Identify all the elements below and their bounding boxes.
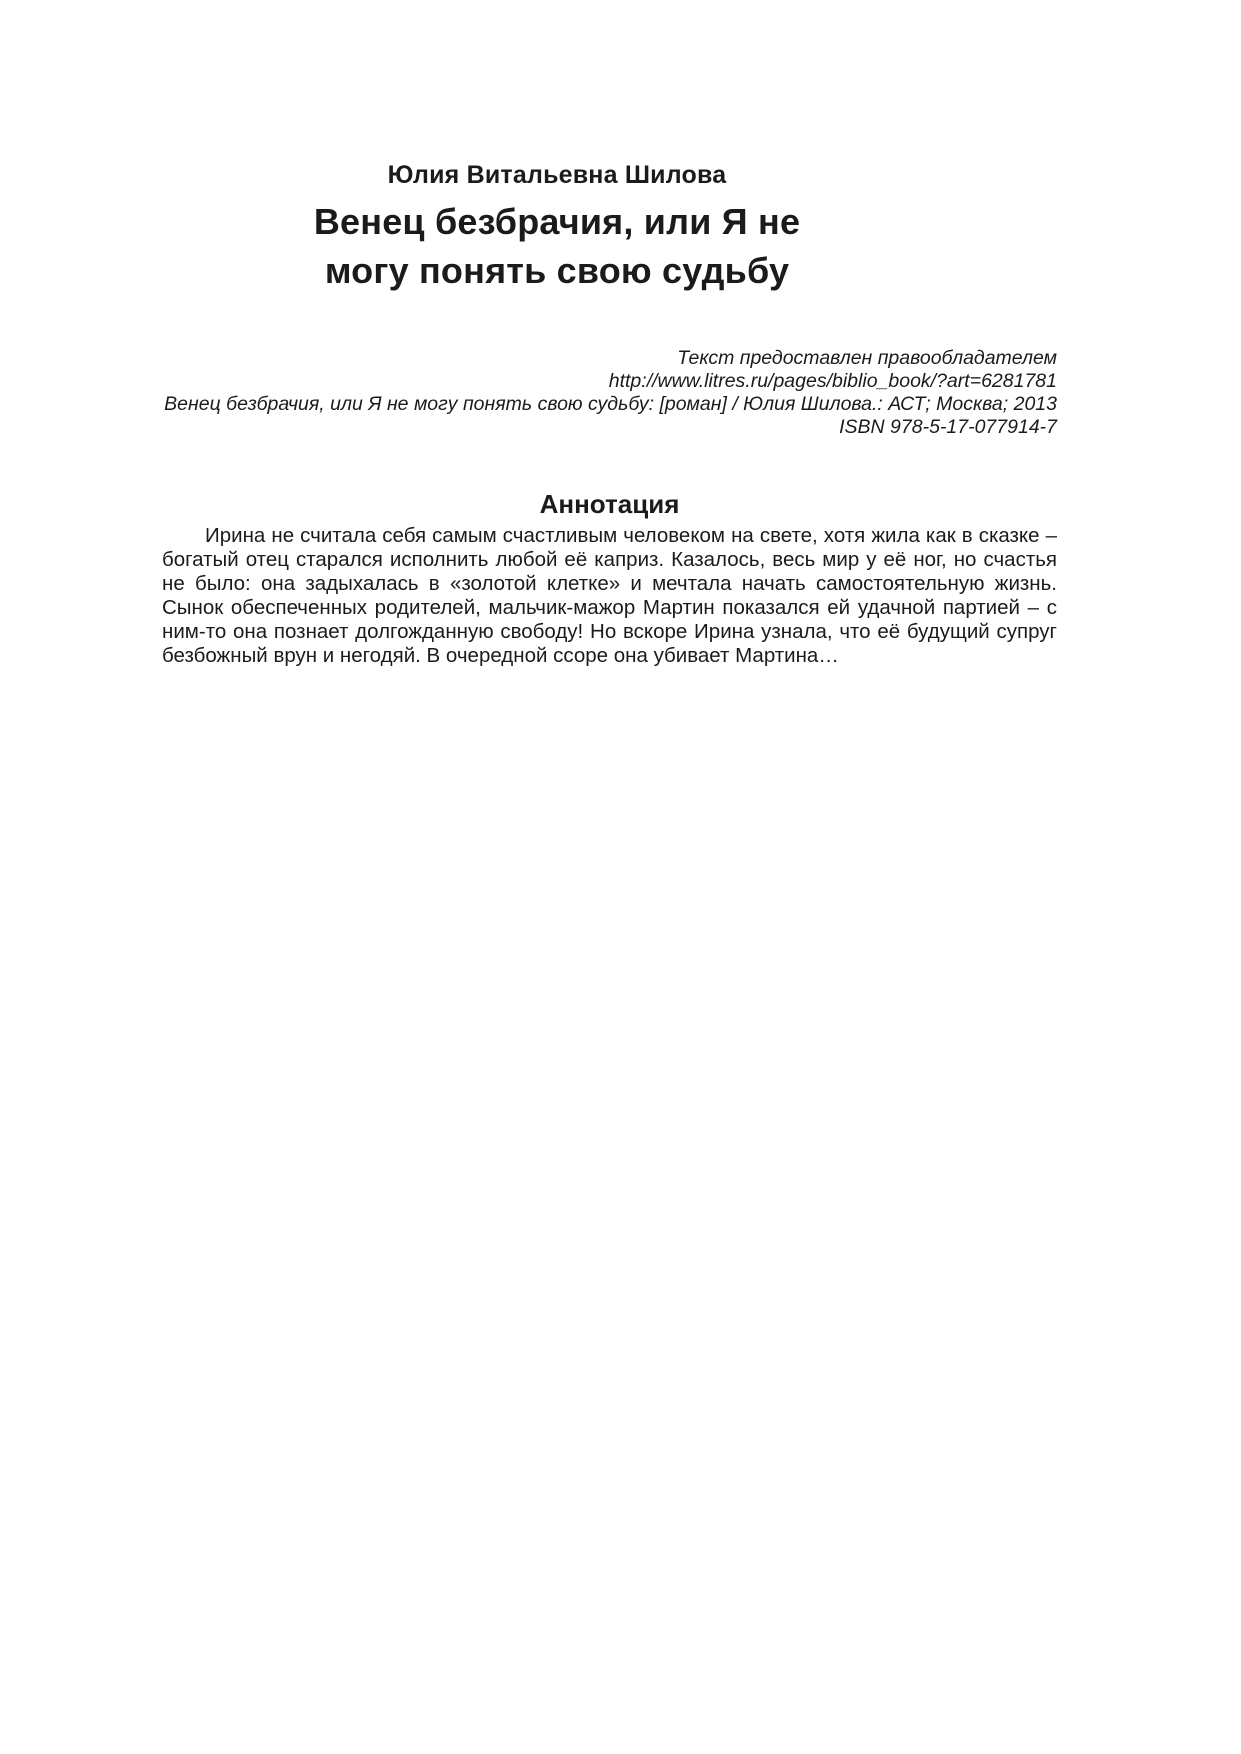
publication-info-isbn: ISBN 978-5-17-077914-7 [839, 416, 1057, 438]
book-title [162, 197, 952, 295]
book-title-line-2: могу понять свою судьбу [324, 250, 790, 291]
annotation-text: Ирина не считала себя самым счастливым человеком на свете, хотя жила как в сказке – богатый отец старался исполнить любой её каприз. Казалось, весь мир у её ног, но счастья не было: она задыхалась в «золотой клетке» и мечтала начать самостоятельную жизнь. Сынок обеспеченных родителей, мальчик-мажор Мартин показался ей удачной партией – с ним-то она познает долгожданную свободу! Но вскоре Ирина узнала, что её будущий супруг безбожный врун и негодяй. В очередной ссоре она убивает Мартина… [162, 524, 1057, 667]
publication-info [162, 347, 1057, 439]
annotation-heading: Аннотация [539, 489, 680, 519]
publication-info-url: http://www.litres.ru/pages/biblio_book/?art=6281781 [608, 370, 1057, 392]
book-title-line-1: Венец безбрачия, или Я не [313, 201, 801, 242]
book-author: Юлия Витальевна Шилова [387, 161, 727, 189]
publication-info-imprint: Венец безбрачия, или Я не могу понять свою судьбу: [роман] / Юлия Шилова.: АСТ; Москва; 2013 [164, 393, 1057, 415]
publication-info-provided-by: Текст предоставлен правообладателем [677, 347, 1057, 369]
title-block [162, 0, 952, 295]
text-column [162, 0, 1057, 668]
